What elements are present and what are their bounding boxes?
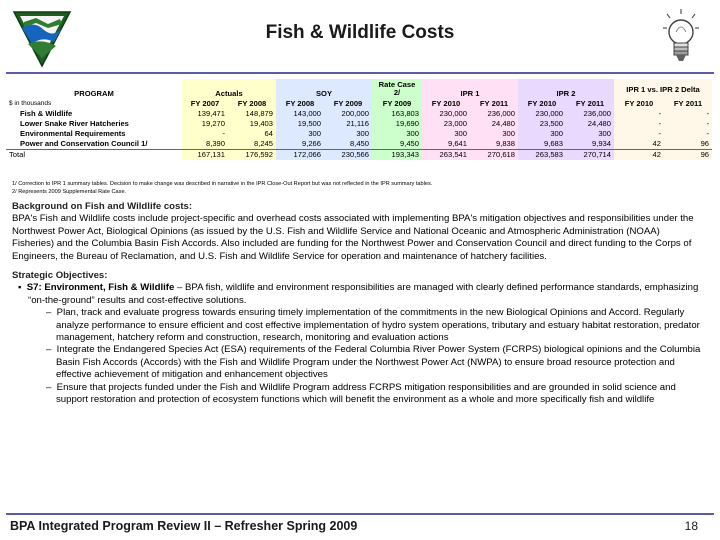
table-cell: 8,450 (324, 139, 372, 150)
year-header: FY 2011 (566, 99, 614, 109)
background-text: BPA's Fish and Wildlife costs include project-specific and overhead costs associated with implementing BPA's mitigation objectives and responsibilities under the Northwest Power Act, Biological Opinions (as issued by the U.S. Fish and Wildlife Service and National Oceanic and Atmospheric Administration (NOAA) Fisheries) and the Columbia Basin Fish Accords. Also included are funding for the Northwest Power and Conservation Council and direct funding to the Corps of Engineers, the Bureau of Reclamation, and U.S. Fish and Wildlife Service for operation and maintenance of hatchery facilities. (12, 213, 694, 262)
table-cell: 300 (372, 129, 422, 139)
table-cell: - (614, 109, 664, 119)
table-cell: - (182, 129, 228, 139)
objective-sub-item: – Ensure that projects funded under the Fish and Wildlife Program address FCRPS mitigation responsibilities and are grounded in solid science and support restoration and protection of ecosystem functions which will benefit the environment as a whole and more specifically fish and wildlife (46, 381, 676, 406)
table-cell: 300 (518, 129, 566, 139)
table-cell: 193,343 (372, 150, 422, 161)
objective-sub-item: – Integrate the Endangered Species Act (ESA) requirements of the Federal Columbia River Power System (FCRPS) biological opinions and the Columbia Basin Fish Accords (Accords) with the Fish and Wildlife Program under the Northwest Power Act (NWPA) to ensure broad resource protection and effective achievement of mitigation and enhancement objectives (46, 344, 701, 381)
program-header: PROGRAM (6, 89, 182, 99)
year-header: FY 2008 (276, 99, 324, 109)
table-cell: - (614, 119, 664, 129)
top-divider (6, 72, 714, 74)
table-cell: 300 (422, 129, 470, 139)
table-cell: 143,000 (276, 109, 324, 119)
objective-label: S7: Environment, Fish & Wildlife (26, 282, 175, 294)
table-cell: 230,000 (422, 109, 470, 119)
table-cell: 176,592 (228, 150, 276, 161)
table-cell: 236,000 (470, 109, 518, 119)
year-header: FY 2007 (182, 99, 228, 109)
table-cell: 8,245 (228, 139, 276, 150)
ipr1-header: IPR 1 (422, 89, 518, 99)
program-name: Total (6, 150, 182, 161)
program-name: Power and Conservation Council 1/ (6, 139, 182, 150)
table-cell: 96 (664, 150, 712, 161)
footer-title: BPA Integrated Program Review II – Refresher Spring 2009 (10, 519, 358, 533)
objective-sub-item: – Plan, track and evaluate progress towards ensuring timely implementation of the commitments in the new Biological Opinions and Accord. Regularly analyze performance to ensure efficient and cost effective implementation of hydro system operations, tributary and estuary habitat restoration, predator management, hatchery reform and construction, research, monitoring and evaluation actions (46, 307, 700, 344)
bottom-divider (6, 513, 714, 515)
table-cell: 163,803 (372, 109, 422, 119)
table-cell: 230,000 (518, 109, 566, 119)
table-cell: 8,390 (182, 139, 228, 150)
table-cell: 263,541 (422, 150, 470, 161)
table-cell: 42 (614, 150, 664, 161)
table-cell: 9,450 (372, 139, 422, 150)
objective-text: – BPA fish, wildlife and environment responsibilities are managed with clearly defined performance standards, emphasizing “on-the-ground” results and cost-effective solutions. (28, 282, 699, 306)
table-cell: 300 (276, 129, 324, 139)
table-cell: 24,480 (470, 119, 518, 129)
table-cell: 300 (566, 129, 614, 139)
units-label: $ in thousands (6, 99, 182, 109)
year-header-row (6, 99, 712, 109)
footnotes (12, 180, 432, 196)
ipr2-header: IPR 2 (518, 89, 614, 99)
table-cell: 172,066 (276, 150, 324, 161)
program-name: Fish & Wildlife (6, 109, 182, 119)
table-cell: 300 (324, 129, 372, 139)
program-name: Environmental Requirements (6, 129, 182, 139)
footnote: 1/ Correction to IPR 1 summary tables. Decision to make change was described in narrative in the IPR Close-Out Report but was not reflected in the IPR summary tables. (12, 181, 433, 187)
lightbulb-icon (662, 8, 700, 72)
body-text (12, 201, 702, 407)
table-row (6, 119, 712, 129)
table-cell: 64 (228, 129, 276, 139)
actuals-header: Actuals (182, 89, 276, 99)
table-row (6, 129, 712, 139)
strategic-heading: Strategic Objectives: (12, 270, 108, 282)
background-heading: Background on Fish and Wildlife costs: (12, 201, 193, 212)
cost-table (6, 79, 712, 160)
table-cell: - (664, 119, 712, 129)
table-cell: - (614, 129, 664, 139)
table-cell: 9,266 (276, 139, 324, 150)
table-cell: 23,500 (518, 119, 566, 129)
table-cell: 23,000 (422, 119, 470, 129)
year-header: FY 2011 (470, 99, 518, 109)
table-cell: 21,116 (324, 119, 372, 129)
table-cell: 9,683 (518, 139, 566, 150)
year-header: FY 2010 (614, 99, 664, 109)
table-cell: 263,583 (518, 150, 566, 161)
total-row (6, 150, 712, 161)
table-cell: 19,500 (276, 119, 324, 129)
year-header: FY 2009 (372, 99, 422, 109)
delta-header: IPR 1 vs. IPR 2 Delta (614, 79, 712, 99)
year-header: FY 2009 (324, 99, 372, 109)
objective-bullet: ▪ S7: Environment, Fish & Wildlife – BPA fish, wildlife and environment responsibilities are managed with clearly defined performance standards, emphasizing “on-the-ground” results and cost-effective solutions. (18, 282, 699, 306)
table-cell: 96 (664, 139, 712, 150)
table-cell: 19,690 (372, 119, 422, 129)
program-name: Lower Snake River Hatcheries (6, 119, 182, 129)
year-header: FY 2010 (422, 99, 470, 109)
table-cell: 167,131 (182, 150, 228, 161)
rate-case-header: Rate Case 2/ (372, 79, 422, 99)
table-row (6, 139, 712, 150)
table-cell: 300 (470, 129, 518, 139)
table-cell: 9,934 (566, 139, 614, 150)
table-cell: 19,270 (182, 119, 228, 129)
table-cell: 148,879 (228, 109, 276, 119)
table-cell: - (664, 109, 712, 119)
table-cell: - (664, 129, 712, 139)
table-cell: 230,566 (324, 150, 372, 161)
table-cell: 236,000 (566, 109, 614, 119)
footnote: 2/ Represents 2009 Supplemental Rate Case. (12, 189, 127, 195)
table-cell: 270,618 (470, 150, 518, 161)
table-cell: 9,838 (470, 139, 518, 150)
page-title: Fish & Wildlife Costs (265, 22, 455, 43)
year-header: FY 2010 (518, 99, 566, 109)
year-header: FY 2008 (228, 99, 276, 109)
table-cell: 9,641 (422, 139, 470, 150)
table-cell: 19,403 (228, 119, 276, 129)
table-cell: 42 (614, 139, 664, 150)
table-cell: 24,480 (566, 119, 614, 129)
table-cell: 139,471 (182, 109, 228, 119)
table-row (6, 109, 712, 119)
page-number: 18 (684, 519, 698, 533)
table-cell: 200,000 (324, 109, 372, 119)
table-cell: 270,714 (566, 150, 614, 161)
soy-header: SOY (276, 89, 372, 99)
year-header: FY 2011 (664, 99, 712, 109)
